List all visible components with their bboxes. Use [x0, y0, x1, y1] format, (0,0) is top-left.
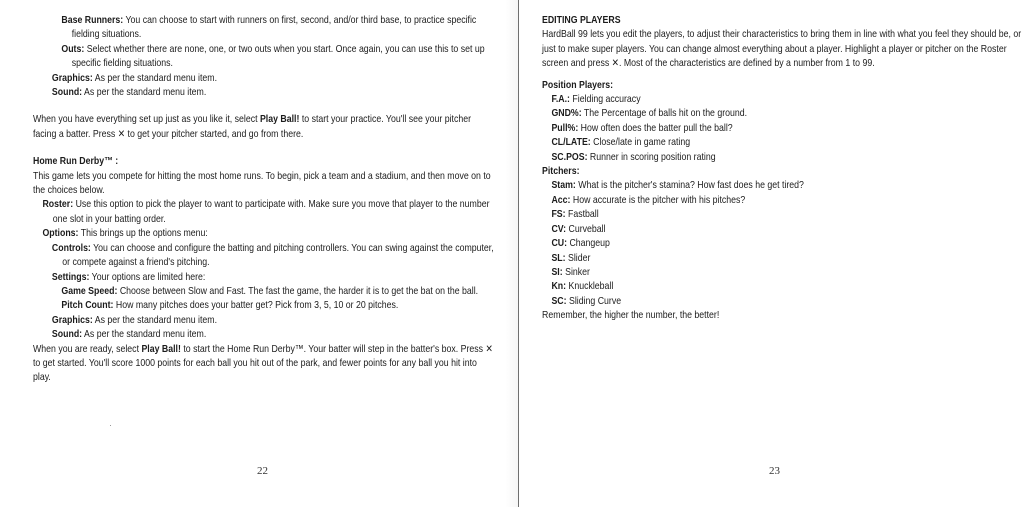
definition-item — [542, 93, 1024, 107]
home-run-derby-options — [33, 198, 496, 342]
definition-term: Controls: — [51, 242, 91, 254]
definition-text: Fastball — [565, 209, 599, 221]
left-page-text — [33, 14, 496, 386]
definition-text: What is the pitcher's stamina? How fast does he get tired? — [575, 180, 804, 192]
definition-item — [33, 328, 496, 342]
definition-term: Base Runners: — [61, 15, 124, 26]
definition-term: Stam: — [551, 180, 576, 192]
definition-text: Runner in scoring position rating — [587, 151, 716, 163]
position-players-list — [542, 93, 1024, 165]
definition-item — [542, 295, 1024, 309]
definition-item — [33, 198, 496, 227]
paper-speck — [110, 425, 111, 426]
definition-text: This brings up the options menu: — [78, 228, 208, 240]
definition-term: SL: — [551, 252, 566, 264]
definition-text: Fielding accuracy — [569, 94, 641, 106]
right-page-text — [542, 14, 1024, 324]
definition-item — [542, 266, 1024, 280]
closing-remark: Remember, the higher the number, the better! — [542, 310, 720, 322]
definition-item — [542, 223, 1024, 237]
definition-term: GND%: — [551, 108, 582, 120]
definition-text: As per the standard menu item. — [82, 87, 207, 99]
definition-item — [33, 242, 496, 271]
home-run-derby-closing: When you are ready, select Play Ball! to start the Home Run Derby™. Your batter will step in the batter's box. Press ✕ to get started. You'll score 1000 points for each ball you hit out of the park, and fewer points for any ball you hit into play. — [33, 343, 493, 384]
pitchers-heading: Pitchers: — [542, 166, 580, 178]
practice-options-list — [33, 14, 496, 100]
definition-term: Pull%: — [551, 122, 579, 134]
definition-text: Sliding Curve — [566, 295, 622, 307]
definition-term: Game Speed: — [61, 285, 118, 297]
definition-term: Options: — [42, 228, 79, 240]
definition-text: As per the standard menu item. — [82, 329, 207, 341]
definition-item — [542, 252, 1024, 266]
definition-text: You can choose and configure the batting and pitching controllers. You can swing against the computer, or compete against a friend's pitching. — [62, 242, 494, 269]
definition-term: Roster: — [42, 199, 74, 211]
definition-text: The Percentage of balls hit on the ground. — [581, 108, 748, 120]
home-run-derby-intro: This game lets you compete for hitting the most home runs. To begin, pick a team and a stadium, and then move on to the choices below. — [33, 170, 491, 197]
definition-text: Close/late in game rating — [590, 137, 691, 149]
page-number-right: 23 — [769, 465, 780, 477]
home-run-derby-heading: Home Run Derby™ : — [33, 156, 119, 168]
definition-term: Sound: — [51, 329, 83, 341]
definition-item — [33, 14, 496, 43]
editing-players-heading: EDITING PLAYERS — [542, 15, 621, 26]
definition-item — [542, 280, 1024, 294]
definition-item — [542, 208, 1024, 222]
page-number-left: 22 — [257, 465, 268, 477]
definition-item — [33, 285, 496, 299]
definition-item — [542, 179, 1024, 193]
definition-term: FS: — [551, 209, 566, 221]
definition-item — [542, 136, 1024, 150]
definition-term: CV: — [551, 223, 567, 235]
definition-text: Select whether there are none, one, or two outs when you start. Once again, you can use this to set up specific fielding situations. — [71, 43, 485, 70]
definition-text: As per the standard menu item. — [92, 72, 218, 84]
definition-text: How often does the batter pull the ball? — [578, 122, 733, 134]
definition-item — [33, 227, 496, 241]
left-page — [0, 0, 515, 507]
definition-item — [33, 86, 496, 100]
definition-term: Settings: — [51, 271, 90, 283]
definition-term: F.A.: — [551, 94, 570, 106]
definition-text: Choose between Slow and Fast. The fast the game, the harder it is to get the bat on the ball. — [117, 285, 479, 297]
definition-text: You can choose to start with runners on first, second, and/or third base, to practice specific fielding situations. — [71, 15, 477, 41]
definition-term: Kn: — [551, 281, 567, 293]
definition-item — [33, 271, 496, 285]
definition-text: How many pitches does your batter get? Pick from 3, 5, 10 or 20 pitches. — [113, 300, 399, 312]
definition-term: Sound: — [51, 87, 83, 99]
editing-players-intro: HardBall 99 lets you edit the players, to adjust their characteristics to bring them in line with what you feel they should be, or just to make super players. You can change almost everything about a player. Highlight a player or pitcher on the Roster screen and press ✕. Most of the characteristics are defined by a number from 1 to 99. — [542, 29, 1022, 70]
definition-term: Pitch Count: — [61, 300, 114, 312]
definition-text: Knuckleball — [566, 281, 614, 293]
book-spine — [518, 0, 519, 507]
definition-item — [542, 107, 1024, 121]
definition-term: Graphics: — [51, 72, 93, 84]
definition-item — [542, 237, 1024, 251]
definition-text: Sinker — [562, 266, 590, 278]
pitchers-list — [542, 179, 1024, 309]
definition-item — [33, 314, 496, 328]
definition-item — [542, 122, 1024, 136]
definition-text: Your options are limited here: — [89, 271, 206, 283]
practice-paragraph: When you have everything set up just as you like it, select Play Ball! to start your practice. You'll see your pitcher facing a batter. Press ✕ to get your pitcher started, and go from there. — [33, 114, 472, 140]
definition-text: Changeup — [567, 238, 610, 250]
definition-term: Acc: — [551, 194, 571, 206]
spine-shadow — [505, 0, 518, 507]
definition-item — [33, 299, 496, 313]
definition-text: Slider — [565, 252, 591, 264]
definition-text: Curveball — [566, 223, 606, 235]
definition-text: How accurate is the pitcher with his pitches? — [570, 194, 746, 206]
definition-item — [542, 194, 1024, 208]
definition-item — [33, 72, 496, 86]
definition-term: CL/LATE: — [551, 137, 591, 149]
definition-text: As per the standard menu item. — [92, 314, 218, 326]
definition-item — [542, 151, 1024, 165]
definition-term: SI: — [551, 266, 563, 278]
position-players-heading: Position Players: — [542, 79, 614, 91]
definition-term: SC.POS: — [551, 151, 588, 163]
definition-term: Graphics: — [51, 314, 93, 326]
definition-term: Outs: — [61, 43, 85, 55]
right-page — [520, 0, 1031, 507]
definition-text: Use this option to pick the player to want to participate with. Make sure you move that player to the number one slot in your batting order. — [52, 199, 490, 225]
definition-term: CU: — [551, 238, 568, 250]
definition-item — [33, 43, 496, 72]
definition-term: SC: — [551, 295, 567, 307]
